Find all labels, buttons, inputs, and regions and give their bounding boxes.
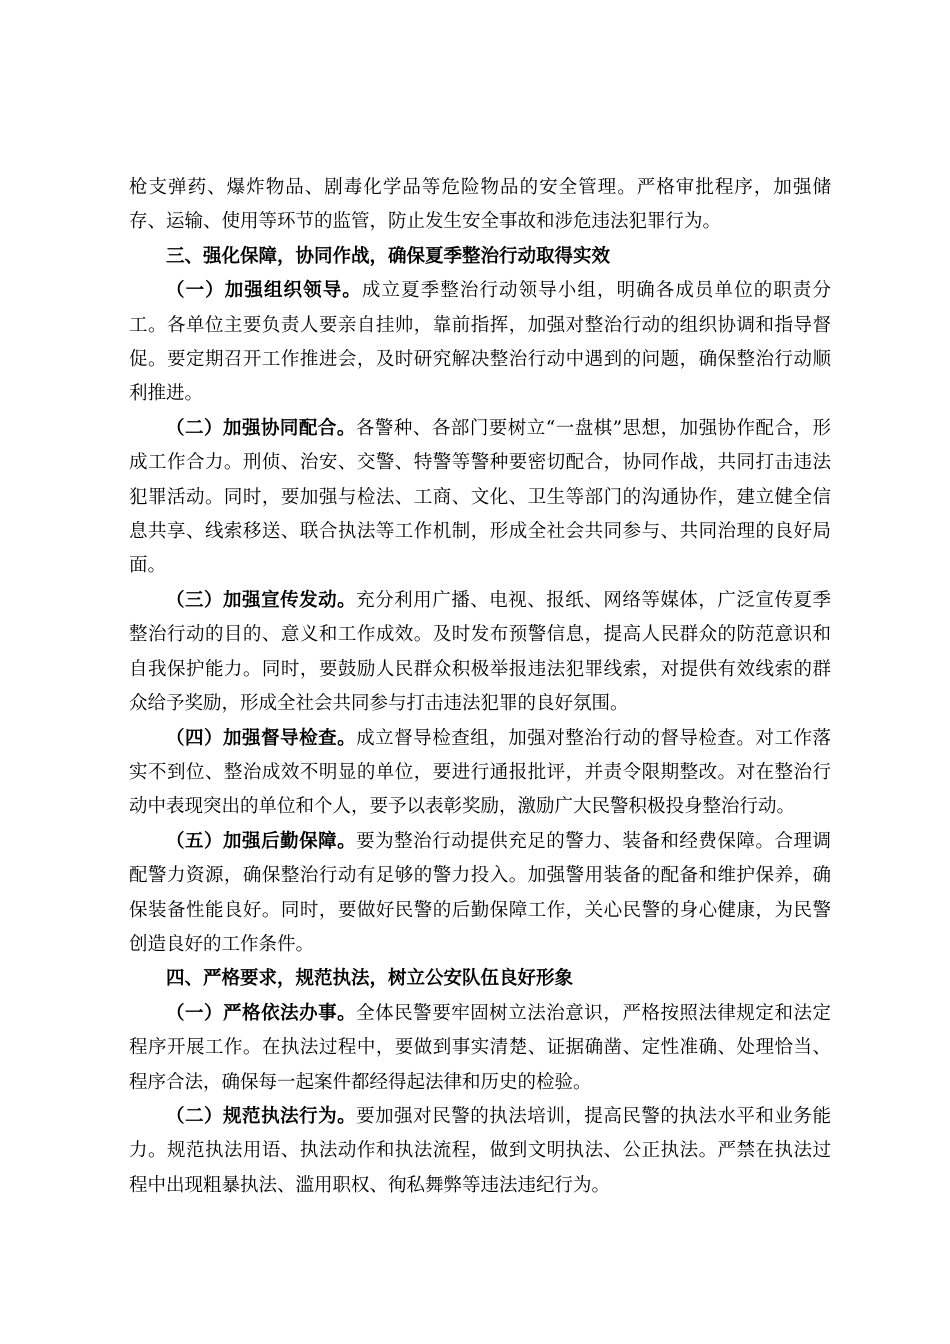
section-4-item-1	[129, 997, 831, 1100]
item-lead: （一）严格依法办事。	[166, 1002, 357, 1024]
document-body	[129, 171, 831, 1203]
section-3-item-5	[129, 825, 831, 963]
item-text: 充分利用广播、电视、报纸、网络等媒体，广泛宣传夏季整治行动的目的、意义和工作成效。及时发布预警信息，提高人民群众的防范意识和自我保护能力。同时，要鼓励人民群众积极举报违法犯罪线索，对提供有效线索的群众给予奖励，形成全社会共同参与打击违法犯罪的良好氛围。	[129, 589, 831, 715]
item-lead: （四）加强督导检查。	[166, 727, 357, 749]
item-lead: （三）加强宣传发动。	[166, 589, 357, 611]
section-3-item-1	[129, 274, 831, 412]
item-text: 各警种、各部门要树立“一盘棋”思想，加强协作配合，形成工作合力。刑侦、治安、交警、特警等警种要密切配合，协同作战，共同打击违法犯罪活动。同时，要加强与检法、工商、文化、卫生等部门的沟通协作，建立健全信息共享、线索移送、联合执法等工作机制，形成全社会共同参与、共同治理的良好局面。	[129, 417, 831, 577]
item-text: 成立督导检查组，加强对整治行动的督导检查。对工作落实不到位、整治成效不明显的单位，要进行通报批评，并责令限期整改。对在整治行动中表现突出的单位和个人，要予以表彰奖励，激励广大民警积极投身整治行动。	[129, 727, 831, 818]
item-text: 全体民警要牢固树立法治意识，严格按照法律规定和法定程序开展工作。在执法过程中，要做到事实清楚、证据确凿、定性准确、处理恰当、程序合法，确保每一起案件都经得起法律和历史的检验。	[129, 1002, 831, 1093]
item-lead: （一）加强组织领导。	[166, 280, 362, 302]
item-lead: （五）加强后勤保障。	[166, 830, 357, 852]
section-4-item-2	[129, 1100, 831, 1203]
section-3-item-4	[129, 722, 831, 825]
item-lead: （二）规范执法行为。	[166, 1105, 357, 1127]
section-4-heading: 四、严格要求，规范执法，树立公安队伍良好形象	[166, 968, 574, 990]
intro-continuation: 枪支弹药、爆炸物品、剧毒化学品等危险物品的安全管理。严格审批程序，加强储存、运输、使用等环节的监管，防止发生安全事故和涉危违法犯罪行为。	[129, 177, 831, 233]
section-3-heading: 三、强化保障，协同作战，确保夏季整治行动取得实效	[166, 245, 611, 267]
item-text: 要加强对民警的执法培训，提高民警的执法水平和业务能力。规范执法用语、执法动作和执法流程，做到文明执法、公正执法。严禁在执法过程中出现粗暴执法、滥用职权、徇私舞弊等违法违纪行为。	[129, 1105, 831, 1196]
item-lead: （二）加强协同配合。	[166, 417, 356, 439]
item-text: 要为整治行动提供充足的警力、装备和经费保障。合理调配警力资源，确保整治行动有足够的警力投入。加强警用装备的配备和维护保养，确保装备性能良好。同时，要做好民警的后勤保障工作，关心民警的身心健康，为民警创造良好的工作条件。	[129, 830, 831, 955]
section-3-item-3	[129, 584, 831, 722]
section-3-item-2	[129, 412, 831, 584]
item-text: 成立夏季整治行动领导小组，明确各成员单位的职责分工。各单位主要负责人要亲自挂帅，靠前指挥，加强对整治行动的组织协调和指导督促。要定期召开工作推进会，及时研究解决整治行动中遇到的问题，确保整治行动顺利推进。	[129, 280, 831, 405]
